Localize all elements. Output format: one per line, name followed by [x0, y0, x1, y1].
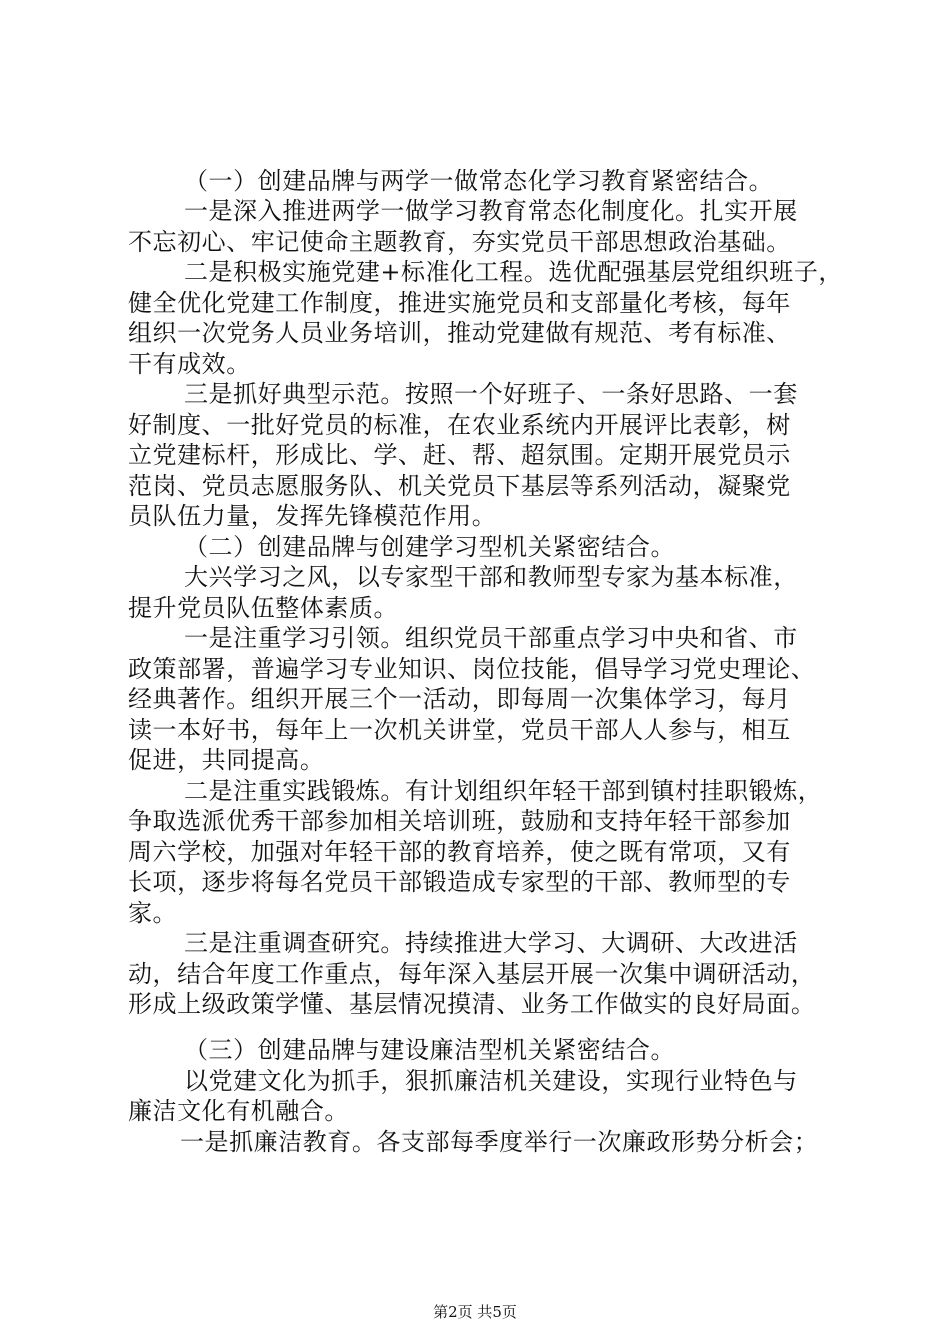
paragraph-line: 一是抓廉洁教育。各支部每季度举行一次廉政形势分析会；: [180, 1128, 819, 1156]
paragraph-line: 干有成效。: [128, 350, 251, 378]
paragraph-line: 不忘初心、牢记使命主题教育，夯实党员干部思想政治基础。: [128, 228, 791, 256]
paragraph-line: 争取选派优秀干部参加相关培训班，鼓励和支持年轻干部参加: [128, 807, 791, 835]
paragraph-line: 以党建文化为抓手，狠抓廉洁机关建设，实现行业特色与: [184, 1067, 798, 1095]
section-heading-3: （三）创建品牌与建设廉洁型机关紧密结合。: [184, 1036, 675, 1064]
paragraph-line: 一是注重学习引领。组织党员干部重点学习中央和省、市: [184, 624, 798, 652]
paragraph-line: 组织一次党务人员业务培训，推动党建做有规范、考有标准、: [128, 319, 791, 347]
paragraph-line: 范岗、党员志愿服务队、机关党员下基层等系列活动，凝聚党: [128, 472, 791, 500]
paragraph-line: 经典著作。组织开展三个一活动，即每周一次集体学习，每月: [128, 685, 791, 713]
paragraph-line: 促进，共同提高。: [128, 746, 325, 774]
paragraph-line: 立党建标杆，形成比、学、赶、帮、超氛围。定期开展党员示: [128, 441, 791, 469]
paragraph-line: 周六学校，加强对年轻干部的教育培养，使之既有常项，又有: [128, 838, 791, 866]
paragraph-line: 廉洁文化有机融合。: [128, 1097, 349, 1125]
page-footer: 第2页 共5页: [433, 1303, 517, 1321]
paragraph-line: 二是积极实施党建+标准化工程。选优配强基层党组织班子，: [184, 258, 843, 286]
paragraph-line: 家。: [128, 899, 178, 927]
paragraph-line: 提升党员队伍整体素质。: [128, 594, 399, 622]
paragraph-line: 三是抓好典型示范。按照一个好班子、一条好思路、一套: [184, 380, 798, 408]
paragraph-line: 政策部署，普遍学习专业知识、岗位技能，倡导学习党史理论、: [128, 655, 816, 683]
paragraph-line: 读一本好书，每年上一次机关讲堂，党员干部人人参与，相互: [128, 716, 791, 744]
section-heading-2: （二）创建品牌与创建学习型机关紧密结合。: [184, 533, 675, 561]
paragraph-line: 动，结合年度工作重点，每年深入基层开展一次集中调研活动，: [128, 960, 816, 988]
paragraph-line: 长项，逐步将每名党员干部锻造成专家型的干部、教师型的专: [128, 868, 791, 896]
section-heading-1: （一）创建品牌与两学一做常态化学习教育紧密结合。: [184, 167, 774, 195]
paragraph-line: 健全优化党建工作制度，推进实施党员和支部量化考核，每年: [128, 289, 791, 317]
paragraph-line: 一是深入推进两学一做学习教育常态化制度化。扎实开展: [184, 197, 798, 225]
paragraph-line: 三是注重调查研究。持续推进大学习、大调研、大改进活: [184, 929, 798, 957]
paragraph-line: 大兴学习之风，以专家型干部和教师型专家为基本标准，: [184, 563, 798, 591]
paragraph-line: 员队伍力量，发挥先锋模范作用。: [128, 502, 497, 530]
paragraph-line: 二是注重实践锻炼。有计划组织年轻干部到镇村挂职锻炼，: [184, 777, 823, 805]
paragraph-line: 形成上级政策学懂、基层情况摸清、业务工作做实的良好局面。: [128, 990, 816, 1018]
paragraph-line: 好制度、一批好党员的标准，在农业系统内开展评比表彰，树: [128, 411, 791, 439]
